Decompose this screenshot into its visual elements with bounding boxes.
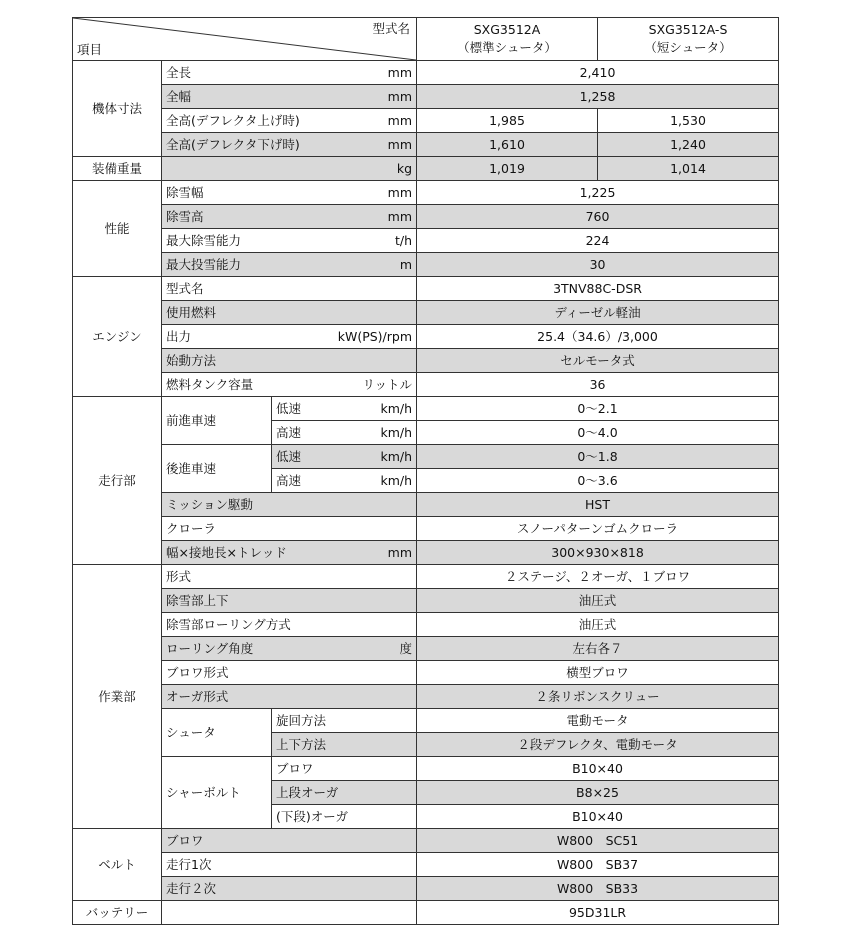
item-cell: [162, 325, 417, 349]
model-label: 型式名: [372, 21, 411, 36]
value-cell: 1,530: [598, 109, 779, 133]
value-cell: 95D31LR: [417, 901, 779, 925]
table-row: [73, 397, 779, 421]
item-name: オーガ形式: [166, 688, 229, 704]
item-cell: [162, 853, 417, 877]
table-row: [73, 637, 779, 661]
item-name: 最大投雪能力: [166, 256, 242, 272]
item-name: 走行２次: [166, 880, 217, 896]
unit: mm: [387, 112, 413, 128]
category-weight: 装備重量: [73, 157, 162, 181]
item-cell: [162, 829, 417, 853]
value-cell: 0～1.8: [417, 445, 779, 469]
header-corner-cell: [73, 18, 417, 61]
value-cell: 25.4（34.6）/3,000: [417, 325, 779, 349]
item-cell: [162, 637, 417, 661]
unit: kW(PS)/rpm: [337, 328, 413, 344]
item-name: 除雪部ローリング方式: [166, 616, 291, 632]
unit: km/h: [380, 424, 413, 440]
item-name: (下段)オーガ: [276, 808, 349, 824]
item-name: 幅×接地長×トレッド: [166, 544, 287, 560]
item-name: 全高(デフレクタ下げ時): [166, 136, 300, 152]
item-name: 形式: [166, 568, 192, 584]
value-cell: 左右各７: [417, 637, 779, 661]
item-name: 高速: [276, 472, 302, 488]
item-name: 上下方法: [276, 736, 327, 752]
value-cell: ２条リボンスクリュー: [417, 685, 779, 709]
item-cell: [162, 661, 417, 685]
table-row: [73, 229, 779, 253]
item-cell: [272, 733, 417, 757]
item-cell: [162, 301, 417, 325]
unit: mm: [387, 136, 413, 152]
value-cell: W800 SC51: [417, 829, 779, 853]
item-cell: [162, 133, 417, 157]
value-cell: 30: [417, 253, 779, 277]
category-dims: 機体寸法: [73, 61, 162, 157]
unit: km/h: [380, 400, 413, 416]
value-cell: 36: [417, 373, 779, 397]
unit: mm: [387, 208, 413, 224]
header-row: [73, 18, 779, 61]
item-cell: [162, 205, 417, 229]
table-row: [73, 901, 779, 925]
item-cell: [162, 253, 417, 277]
value-cell: 0～4.0: [417, 421, 779, 445]
reverse-speed-label: 後進車速: [162, 445, 272, 493]
col-header-standard: [417, 18, 598, 61]
forward-speed-label: 前進車速: [162, 397, 272, 445]
table-row: [73, 829, 779, 853]
table-row: [73, 613, 779, 637]
table-row: [73, 277, 779, 301]
unit: mm: [387, 544, 413, 560]
item-name: ブロワ: [276, 760, 314, 776]
table-row: [73, 181, 779, 205]
table-row: [73, 85, 779, 109]
unit: 度: [399, 640, 413, 656]
table-row: [73, 253, 779, 277]
unit: mm: [387, 184, 413, 200]
item-name: 除雪高: [166, 208, 204, 224]
category-performance: 性能: [73, 181, 162, 277]
value-cell: 3TNV88C-DSR: [417, 277, 779, 301]
table-row: [73, 661, 779, 685]
table-row: [73, 445, 779, 469]
shear-bolt-label: シャーボルト: [162, 757, 272, 829]
item-name: 上段オーガ: [276, 784, 339, 800]
table-row: [73, 61, 779, 85]
unit: mm: [387, 64, 413, 80]
item-cell: [162, 565, 417, 589]
category-engine: エンジン: [73, 277, 162, 397]
category-travel: 走行部: [73, 397, 162, 565]
table-row: [73, 589, 779, 613]
col2-model: SXG3512A-S: [648, 22, 728, 37]
table-row: [73, 685, 779, 709]
item-name: ブロワ: [166, 832, 204, 848]
item-cell: [272, 469, 417, 493]
spec-table: [72, 17, 779, 925]
table-row: [73, 565, 779, 589]
item-cell: [162, 61, 417, 85]
item-name: 走行1次: [166, 856, 212, 872]
value-cell: B8×25: [417, 781, 779, 805]
item-cell: [272, 709, 417, 733]
item-name: 型式名: [166, 280, 204, 296]
value-cell: B10×40: [417, 805, 779, 829]
item-name: 出力: [166, 328, 192, 344]
unit: kg: [162, 157, 417, 181]
value-cell: 油圧式: [417, 589, 779, 613]
col-header-short: [598, 18, 779, 61]
value-cell: 横型ブロワ: [417, 661, 779, 685]
value-cell: 1,225: [417, 181, 779, 205]
item-cell: [272, 445, 417, 469]
value-cell: ２ステージ、２オーガ、１ブロワ: [417, 565, 779, 589]
col2-note: （短シュータ）: [644, 40, 732, 55]
unit: km/h: [380, 448, 413, 464]
category-battery: バッテリー: [73, 901, 162, 925]
value-cell: 電動モータ: [417, 709, 779, 733]
value-cell: 2,410: [417, 61, 779, 85]
item-cell: [162, 589, 417, 613]
item-name: 燃料タンク容量: [166, 376, 254, 392]
table-row: [73, 373, 779, 397]
table-row: [73, 757, 779, 781]
item-cell: [162, 181, 417, 205]
item-name: 全長: [166, 64, 192, 80]
value-cell: 1,610: [417, 133, 598, 157]
item-cell: [162, 685, 417, 709]
value-cell: 1,019: [417, 157, 598, 181]
value-cell: 1,240: [598, 133, 779, 157]
item-name: ローリング角度: [166, 640, 254, 656]
item-name: 最大除雪能力: [166, 232, 242, 248]
value-cell: 1,014: [598, 157, 779, 181]
item-name: 低速: [276, 448, 302, 464]
value-cell: W800 SB33: [417, 877, 779, 901]
table-row: [73, 709, 779, 733]
item-name: 使用燃料: [166, 304, 217, 320]
table-row: [73, 133, 779, 157]
table-row: [73, 877, 779, 901]
item-label: 項目: [77, 42, 103, 57]
item-name: ミッション駆動: [166, 496, 254, 512]
table-row: [73, 517, 779, 541]
item-cell: [162, 85, 417, 109]
value-cell: HST: [417, 493, 779, 517]
unit: mm: [387, 88, 413, 104]
item-cell: [162, 349, 417, 373]
unit: km/h: [380, 472, 413, 488]
value-cell: スノーパターンゴムクローラ: [417, 517, 779, 541]
item-cell: [162, 109, 417, 133]
empty-cell: [162, 901, 417, 925]
value-cell: 1,258: [417, 85, 779, 109]
item-cell: [162, 877, 417, 901]
table-row: [73, 325, 779, 349]
value-cell: 油圧式: [417, 613, 779, 637]
item-cell: [272, 757, 417, 781]
item-name: 高速: [276, 424, 302, 440]
value-cell: B10×40: [417, 757, 779, 781]
value-cell: 300×930×818: [417, 541, 779, 565]
unit: リットル: [362, 376, 413, 392]
item-cell: [162, 613, 417, 637]
item-name: 除雪部上下: [166, 592, 229, 608]
item-cell: [272, 781, 417, 805]
col1-model: SXG3512A: [473, 22, 541, 37]
chute-label: シュータ: [162, 709, 272, 757]
item-name: 除雪幅: [166, 184, 204, 200]
table-row: [73, 493, 779, 517]
table-row: [73, 349, 779, 373]
table-row: [73, 301, 779, 325]
col1-note: （標準シュータ）: [457, 40, 557, 55]
item-cell: [162, 541, 417, 565]
item-cell: [162, 277, 417, 301]
value-cell: 0～2.1: [417, 397, 779, 421]
item-name: 低速: [276, 400, 302, 416]
value-cell: 0～3.6: [417, 469, 779, 493]
item-cell: [272, 397, 417, 421]
table-row: [73, 853, 779, 877]
item-cell: [272, 805, 417, 829]
item-cell: [162, 229, 417, 253]
table-row: [73, 157, 779, 181]
value-cell: 1,985: [417, 109, 598, 133]
item-cell: [272, 421, 417, 445]
value-cell: 224: [417, 229, 779, 253]
value-cell: セルモータ式: [417, 349, 779, 373]
item-cell: [162, 373, 417, 397]
value-cell: ２段デフレクタ、電動モータ: [417, 733, 779, 757]
item-cell: [162, 493, 417, 517]
value-cell: ディーゼル軽油: [417, 301, 779, 325]
item-name: 全幅: [166, 88, 192, 104]
unit: m: [399, 256, 413, 272]
item-name: クローラ: [166, 520, 217, 536]
table-row: [73, 109, 779, 133]
table-row: [73, 205, 779, 229]
category-belt: ベルト: [73, 829, 162, 901]
item-name: 旋回方法: [276, 712, 327, 728]
item-name: 全高(デフレクタ上げ時): [166, 112, 300, 128]
unit: t/h: [394, 232, 413, 248]
item-cell: [162, 517, 417, 541]
item-name: 始動方法: [166, 352, 217, 368]
category-work: 作業部: [73, 565, 162, 829]
value-cell: 760: [417, 205, 779, 229]
value-cell: W800 SB37: [417, 853, 779, 877]
diagonal-line: [73, 18, 416, 60]
table-row: [73, 541, 779, 565]
item-name: ブロワ形式: [166, 664, 229, 680]
